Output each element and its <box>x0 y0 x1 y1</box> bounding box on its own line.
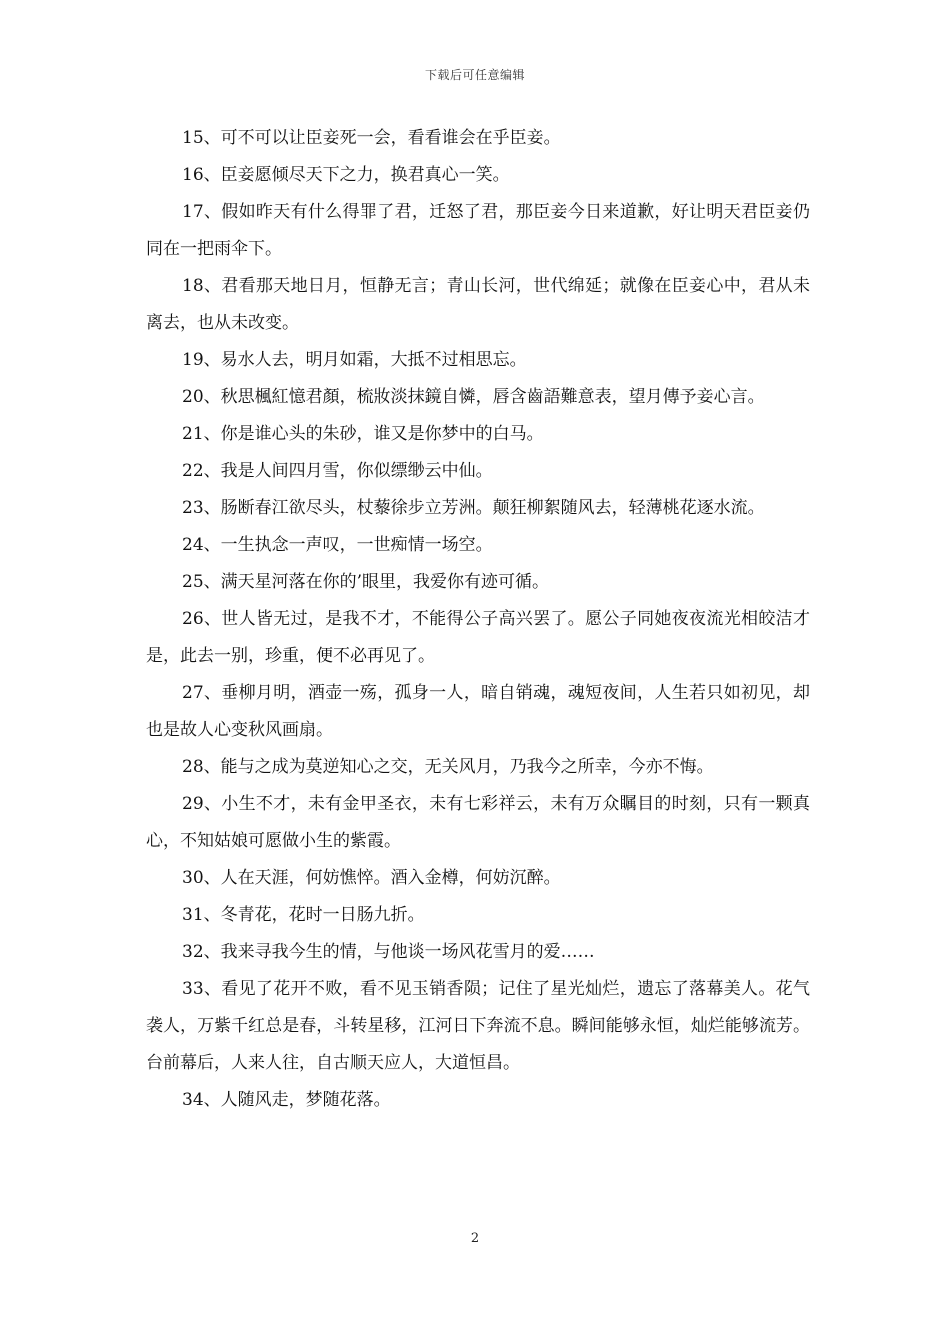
paragraph-19: 19、易水人去，明月如霜，大抵不过相思忘。 <box>182 350 527 370</box>
paragraph-31: 31、冬青花，花时一日肠九折。 <box>182 905 425 925</box>
page-number: 2 <box>470 1231 480 1246</box>
paragraph-28: 28、能与之成为莫逆知心之交，无关风月，乃我今之所幸，今亦不悔。 <box>182 757 714 777</box>
document-body <box>146 120 810 1119</box>
paragraph-16: 16、臣妾愿倾尽天下之力，换君真心一笑。 <box>182 165 510 185</box>
page-header: 下载后可任意编辑 <box>424 68 525 82</box>
paragraph-29: 29、小生不才，未有金甲圣衣，未有七彩祥云，未有万众瞩目的时刻，只有一颗真心，不知姑娘可愿做小生的紫霞。 <box>146 794 810 851</box>
paragraph-26: 26、世人皆无过，是我不才，不能得公子高兴罢了。愿公子同她夜夜流光相皎洁才是，此去一别，珍重，便不必再见了。 <box>146 609 810 666</box>
paragraph-23: 23、肠断春江欲尽头，杖藜徐步立芳洲。颠狂柳絮随风去，轻薄桃花逐水流。 <box>182 498 765 518</box>
paragraph-30: 30、人在天涯，何妨憔悴。酒入金樽，何妨沉醉。 <box>182 868 561 888</box>
paragraph-15: 15、可不可以让臣妾死一会，看看谁会在乎臣妾。 <box>182 128 561 148</box>
paragraph-25: 25、满天星河落在你的’眼里，我爱你有迹可循。 <box>182 572 550 592</box>
paragraph-33: 33、看见了花开不败，看不见玉销香陨；记住了星光灿烂，遗忘了落幕美人。花气袭人，万紫千红总是春，斗转星移，江河日下奔流不息。瞬间能够永恒，灿烂能够流芳。台前幕后，人来人往，自古顺天应人，大道恒昌。 <box>146 979 810 1073</box>
paragraph-17: 17、假如昨天有什么得罪了君，迁怒了君，那臣妾今日来道歉，好让明天君臣妾仍同在一把雨伞下。 <box>146 202 810 259</box>
paragraph-18: 18、君看那天地日月，恒静无言；青山长河，世代绵延；就像在臣妾心中，君从未离去，也从未改变。 <box>146 276 810 333</box>
paragraph-32: 32、我来寻我今生的情，与他谈一场风花雪月的爱…… <box>182 942 595 962</box>
paragraph-20: 20、秋思楓紅憶君顏，梳妝淡抹鏡自憐，唇含齒語難意表，望月傳予妾心言。 <box>182 387 765 407</box>
paragraph-24: 24、一生执念一声叹，一世痴情一场空。 <box>182 535 493 555</box>
paragraph-22: 22、我是人间四月雪，你似缥缈云中仙。 <box>182 461 493 481</box>
paragraph-27: 27、垂柳月明，酒壶一殇，孤身一人，暗自销魂，魂短夜间，人生若只如初见，却也是故人心变秋风画扇。 <box>146 683 810 740</box>
paragraph-21: 21、你是谁心头的朱砂，谁又是你梦中的白马。 <box>182 424 544 444</box>
paragraph-34: 34、人随风走，梦随花落。 <box>182 1090 391 1110</box>
